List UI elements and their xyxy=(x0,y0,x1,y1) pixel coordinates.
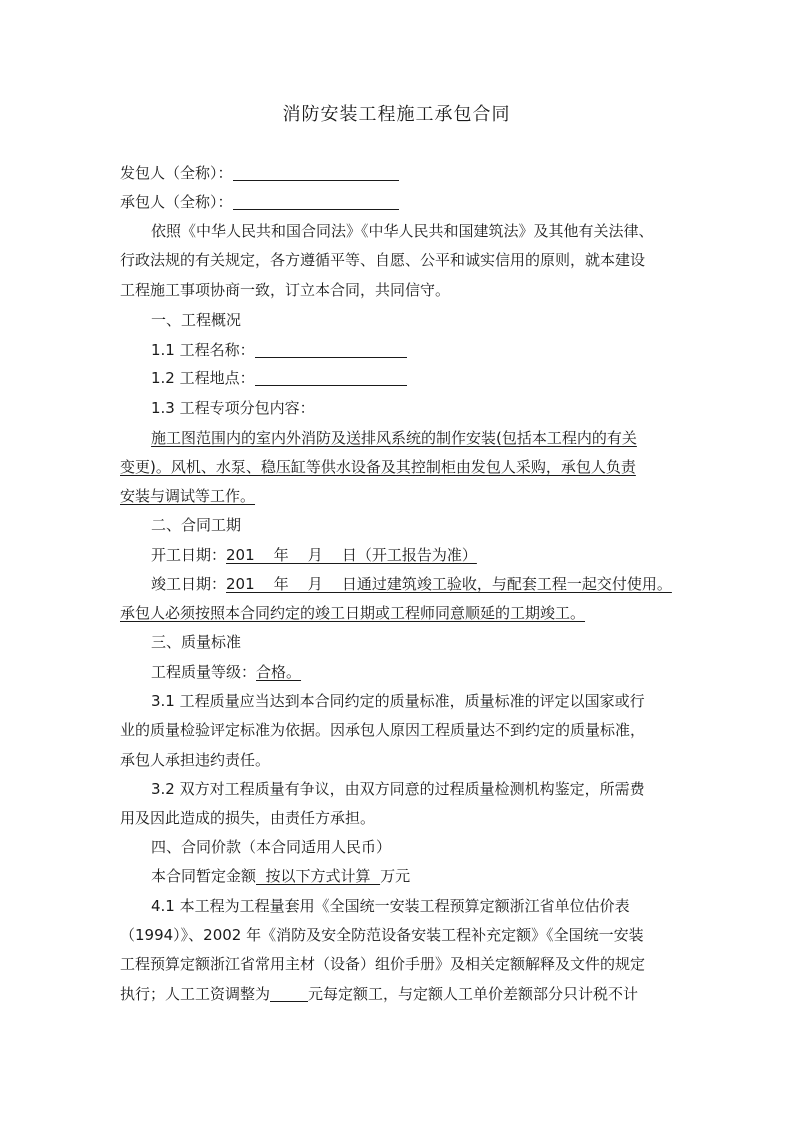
start-date-label: 开工日期： xyxy=(151,546,227,564)
quality-grade-line xyxy=(151,662,711,682)
amount-prefix: 本合同暂定金额 xyxy=(151,867,257,885)
section-heading: 三、质量标准 xyxy=(151,633,242,651)
amount-suffix: 万元 xyxy=(380,867,411,885)
scope-label: 1.3 工程专项分包内容： xyxy=(151,399,315,417)
end-date-line xyxy=(151,574,711,594)
start-date-value: 201 年 月 日（开工报告为准） xyxy=(226,546,477,564)
preamble-line: 依照《中华人民共和国合同法》《中华人民共和国建筑法》及其他有关法律、 xyxy=(151,222,654,240)
section-heading: 四、合同价款（本合同适用人民币） xyxy=(151,838,392,856)
employer-name-blank[interactable] xyxy=(233,164,399,181)
project-site-line xyxy=(151,368,711,388)
start-date-line xyxy=(151,545,711,565)
end-date-value: 201 年 月 日通过建筑竣工验收，与配套工程一起交付使用。 xyxy=(226,575,672,593)
project-site-label: 1.2 工程地点： xyxy=(151,369,255,387)
project-site-blank[interactable] xyxy=(255,369,407,386)
scope-line: 变更)。风机、水泵、稳压缸等供水设备及其控制柜由发包人采购，承包人负责 xyxy=(120,458,636,476)
project-name-blank[interactable] xyxy=(255,341,407,358)
quality-grade-label: 工程质量等级： xyxy=(151,663,257,681)
preamble-line: 工程施工事项协商一致，订立本合同，共同信守。 xyxy=(120,281,451,299)
clause-line: 业的质量检验评定标准为依据。因承包人原因工程质量达不到约定的质量标准， xyxy=(120,721,646,739)
section-heading: 一、工程概况 xyxy=(151,311,242,329)
clause-line: 3.2 双方对工程质量有争议，由双方同意的过程质量检测机构鉴定，所需费 xyxy=(151,780,645,798)
section-heading: 二、合同工期 xyxy=(151,516,242,534)
clause-line: 用及因此造成的损失，由责任方承担。 xyxy=(120,809,376,827)
end-date-note: 承包人必须按照本合同约定的竣工日期或工程师同意顺延的工期竣工。 xyxy=(120,604,586,622)
clause-line: 4.1 本工程为工程量套用《全国统一安装工程预算定额浙江省单位估价表 xyxy=(151,897,630,915)
project-name-label: 1.1 工程名称： xyxy=(151,341,255,359)
contractor-name-blank[interactable] xyxy=(233,193,399,210)
wage-suffix: 元每定额工，与定额人工单价差额部分只计税不计 xyxy=(308,985,639,1003)
amount-value: 按以下方式计算 xyxy=(256,867,381,885)
contract-amount-line xyxy=(151,866,711,886)
employer-label: 发包人（全称）： xyxy=(120,164,233,182)
wage-prefix: 执行；人工工资调整为 xyxy=(120,985,271,1003)
document-title: 消防安装工程施工承包合同 xyxy=(282,104,511,125)
clause-line: 承包人承担违约责任。 xyxy=(120,751,271,769)
scope-line: 安装与调试等工作。 xyxy=(120,487,256,505)
clause-line: 3.1 工程质量应当达到本合同约定的质量标准，质量标准的评定以国家或行 xyxy=(151,692,645,710)
preamble-line: 行政法规的有关规定，各方遵循平等、自愿、公平和诚实信用的原则，就本建设 xyxy=(120,251,646,269)
project-name-line xyxy=(151,340,711,360)
wage-rate-blank[interactable] xyxy=(270,985,308,1002)
quality-grade-value: 合格。 xyxy=(256,663,302,681)
contractor-line xyxy=(120,192,680,212)
wage-line xyxy=(120,984,680,1004)
clause-line: 工程预算定额浙江省常用主材（设备）组价手册》及相关定额解释及文件的规定 xyxy=(120,955,646,973)
scope-line: 施工图范围内的室内外消防及送排风系统的制作安装(包括本工程内的有关 xyxy=(151,429,637,447)
clause-line: （1994）》、2002 年《消防及安全防范设备安装工程补充定额》《全国统一安装 xyxy=(120,926,644,944)
end-date-label: 竣工日期： xyxy=(151,575,227,593)
contractor-label: 承包人（全称）： xyxy=(120,193,233,211)
employer-line xyxy=(120,163,680,183)
